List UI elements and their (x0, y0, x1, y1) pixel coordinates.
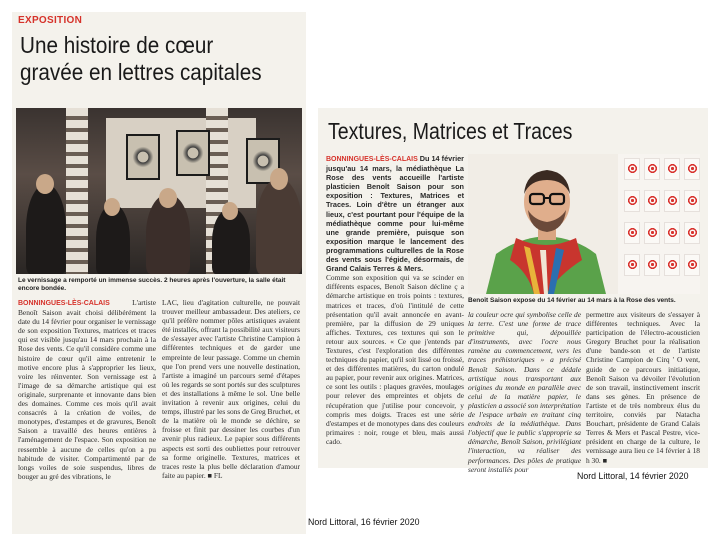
visitor-silhouette (256, 178, 302, 274)
artwork-tile (624, 254, 640, 276)
article-column-3: permettre aux visiteurs de s'essayer à différentes techniques. Avec la participation de l'électro-acousticien Gregory Bruchet pour la réalisation d'une bande-son et de l'artiste Christine Campion de Cirq ' O vent, guide de ce parcours initiatique, Benoît Saison va dévoiler l'évolution de son travail, instinctivement inscrit dans ses gènes. En présence de l'artiste et de très nombreux élus du territoire, conviés par Natacha Bouchart, présidente de Grand Calais Terres & Mers et Pascal Pestre, vice-président en charge de la culture, le vernissage aura lieu ce 14 février à 18 h 30. ■ (586, 310, 700, 465)
column-text: Comme son exposition qui va se scinder en différents espaces, Benoît Saison décline ç a démarche artistique en trois points : textures, matrices et traces, d'où l'intitulé de cette présentation qu'il avait annoncée en avant-première, par la diffusion de 29 uniques affiches. Textures, ces textures qui son le retour aux sources. « Ce que j'entends par Textures, c'est l'exploration des différentes techniques du papier, qu'il soit lissé ou froissé, et des différentes matières, du carton ondulé au papier, pour revenir aux origines. Matrices, ce sont les outils : plaques gravées, moulages pour relever des empreintes et objets de récupération que j'utilise pour concevoir, y compris mes doigts. Traces est une série d'estampes et de monotypes dans des couleurs primaires : noir, rouge et bleu, mais aussi cado. (326, 273, 464, 446)
location-label: BONNINGUES-LÈS-CALAIS (18, 300, 110, 307)
source-label: Nord Littoral, 14 février 2020 (577, 471, 689, 481)
location-label: BONNINGUES-LÈS-CALAIS (326, 156, 418, 163)
article-headline: Textures, Matrices et Traces (328, 118, 573, 144)
visitor-head (159, 188, 177, 208)
lead-paragraph: Du 14 février jusqu'au 14 mars, la médiathèque La Rose des vents accueille l'artiste plasticien Benoît Saison pour son exposition : Textures, Matrices et Traces. Loin d'être un étranger aux lieux, c'est pourtant pour l'équipe de la médiathèque comme pour lui-même une grande première, puisque son exposition marque le lancement des programmations culturelles de la Rose des vents sous l'égide, désormais, de Grand Calais Terres & Mers. (326, 154, 464, 274)
artwork-tile (624, 190, 640, 212)
artwork-tile (624, 158, 640, 180)
article-column-1 (18, 298, 156, 530)
visitor-head (36, 174, 54, 194)
article-headline (20, 32, 274, 86)
article-column-2: LAC, lieu d'agitation culturelle, ne pouvait trouver meilleur ambassadeur. Des ateliers, ce qu'il préfère nommer pôles artistiques avaient été installés, offrant la possibilité aux visiteurs de s'essayer avec l'artiste Christine Campion à différentes techniques et de garder une empreinte de leur passage. Comme un chemin que l'on prend vers une nouvelle destination, l'artiste a imaginé un parcours semé d'étapes où les regards se sont portés sur des sculptures et des installations à même le sol. Une belle invitation à revenir aux origines, celui du temps, illustré par les sons de Greg Bruchet, et de la matière où le monde se déchire, se froisse et finit par dessiner les courbes d'un avenir plus radieux. Le papier sous différents aspects est sorti des oubliettes pour retrouver sa forme originelle. Textures, matrices et traces reste la plus belle déclaration d'amour faite au papier. ■ FL (162, 298, 300, 480)
rubric-label: EXPOSITION (18, 15, 83, 26)
artwork-frame (176, 130, 210, 176)
visitor-head (270, 168, 288, 190)
photo-caption: Benoît Saison expose du 14 février au 14 mars à la Rose des vents. (468, 297, 676, 304)
artwork-tile (684, 254, 700, 276)
decorated-column (66, 108, 88, 274)
artwork-tile (644, 190, 660, 212)
artwork-frame (126, 134, 160, 180)
artwork-tile (684, 190, 700, 212)
artwork-tile (664, 254, 680, 276)
vernissage-photo (16, 108, 302, 274)
newspaper-clipping-exposition (12, 12, 306, 534)
artwork-tile (664, 190, 680, 212)
artwork-tile (684, 222, 700, 244)
artwork-tile (684, 158, 700, 180)
photo-caption: Le vernissage a remporté un immense succès. 2 heures après l'ouverture, la salle était encore bondée. (18, 277, 286, 292)
artwork-tile (624, 222, 640, 244)
visitor-head (222, 202, 238, 220)
column-text: la couleur ocre qui symbolise celle de la terre. C'est une forme de trace primitive qui, dépouillée d'instruments, avec l'ocre nous ramène au commencement, vers les traces préhistoriques » a précisé Benoît Saison. Dans ce dédale artistique nous transportant aux origines du monde en parallèle avec celui de la matière papier, le plasticien a associé son interprétation de l'espace urbain en traitant cinq endroits de la médiathèque. Dans l'objectif que le public s'approprie sa démarche, Benoît Saison, privilégiant l'interaction, va réaliser des performances. Des pôles de pratique seront installés pour (468, 310, 581, 474)
headline-line-2: gravée en lettres capitales (20, 59, 262, 85)
visitor-head (104, 198, 120, 216)
artwork-tile (644, 158, 660, 180)
article-column-2 (468, 310, 581, 474)
visitor-silhouette (26, 184, 66, 274)
artist-portrait-photo (468, 154, 700, 294)
artwork-tile (644, 254, 660, 276)
artwork-tile (664, 158, 680, 180)
headline-line-1: Une histoire de cœur (20, 32, 214, 58)
article-column-1 (326, 154, 464, 454)
source-label: Nord Littoral, 16 février 2020 (308, 517, 420, 527)
column-text: L'artiste Benoît Saison avait choisi délibérément la date du 14 février pour organiser le vernissage de son exposition Textures, matrices et traces qui est visible jusqu'au 14 mars prochain à la Rose des vents. Ce qu'il considère comme une histoire de cœur qu'il aime entretenir le motive encore plus à s'approprier les lieux, voire les réinventer. Son vernissage est à l'image de sa démarche artistique qui est originale, surprenante et innovante dans bien des domaines. Comme ces mois qu'il avait consacrés à la création de voiles, de monotypes, d'estampes et de gravures, Benoît Saison a travaillé des heures entières à l'aménagement de l'espace. Son exposition ne ressemble à aucune de celles qu'on a pu habitude de visiter. Compartimenté par de longs voiles de soie suspendus, libres de bouger au gré des vibrations, le (18, 298, 156, 481)
artwork-tile (644, 222, 660, 244)
newspaper-clipping-textures (318, 108, 708, 474)
artwork-tile (664, 222, 680, 244)
